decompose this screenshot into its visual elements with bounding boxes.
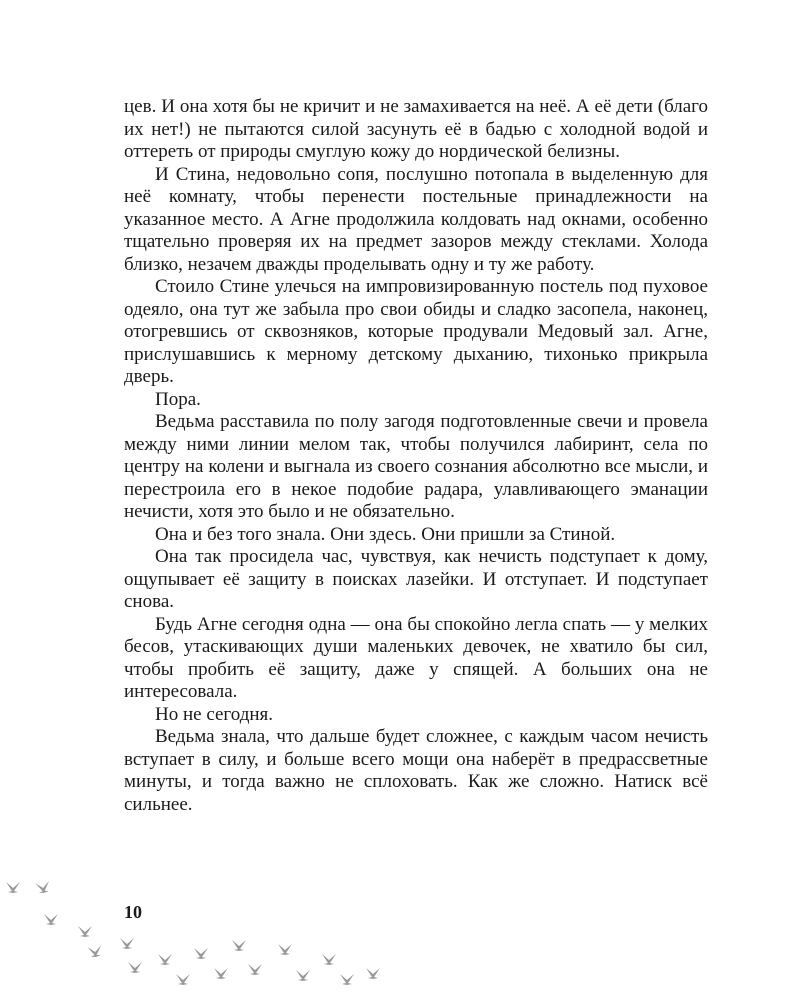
paragraph: Но не сегодня.: [155, 703, 274, 725]
paragraph: Ведьма знала, что дальше будет сложнее, с каждым часом нечисть вступает в силу, и больше всего мощи она наберёт в предрассветные минуты, и тогда важно не сплоховать. Как же сложно. Натиск всё сильнее.: [124, 726, 708, 815]
paragraph: Пора.: [155, 388, 201, 410]
paragraph: цев. И она хотя бы не кричит и не замахивается на неё. А её дети (благо их нет!) не пытаются силой засунуть её в бадью с холодной водой и оттереть от природы смуглую кожу до нордической белизны.: [124, 96, 708, 162]
paragraph: Ведьма расставила по полу загодя подготовленные свечи и провела между ними линии мелом так, чтобы получился лабиринт, села по центру на колени и выгнала из своего сознания абсолютно все мысли, и перестроила его в некое подобие радара, улавливающего эманации нечисти, хотя это было и не обязательно.: [124, 411, 708, 522]
paragraph: Она так просидела час, чувствуя, как нечисть подступает к дому, ощупывает её защиту в поисках лазейки. И отступает. И подступает снова.: [124, 546, 708, 612]
body-text: [124, 96, 708, 816]
page-number: 10: [124, 902, 142, 922]
paragraph: Стоило Стине улечься на импровизированную постель под пуховое одеяло, она тут же забыла про свои обиды и сладко засопела, наконец, отогревшись от сквозняков, которые продували Медовый зал. Агне, прислушавшись к мерному детскому дыханию, тихонько прикрыла дверь.: [124, 276, 708, 387]
paragraph: И Стина, недовольно сопя, послушно потопала в выделенную для неё комнату, чтобы перенести постельные принадлежности на указанное место. А Агне продолжила колдовать над окнами, особенно тщательно проверяя их на предмет зазоров между стеклами. Холода близко, незачем дважды проделывать одну и ту же работу.: [124, 163, 708, 275]
paragraph: Будь Агне сегодня одна — она бы спокойно легла спать — у мелких бесов, утаскивающих души маленьких девочек, не хватило бы сил, чтобы пробить её защиту, даже у спящей. А больших она не интересовала.: [124, 613, 708, 702]
bird-flock-icon: [0, 870, 400, 1000]
paragraph: Она и без того знала. Они здесь. Они пришли за Стиной.: [155, 523, 616, 545]
